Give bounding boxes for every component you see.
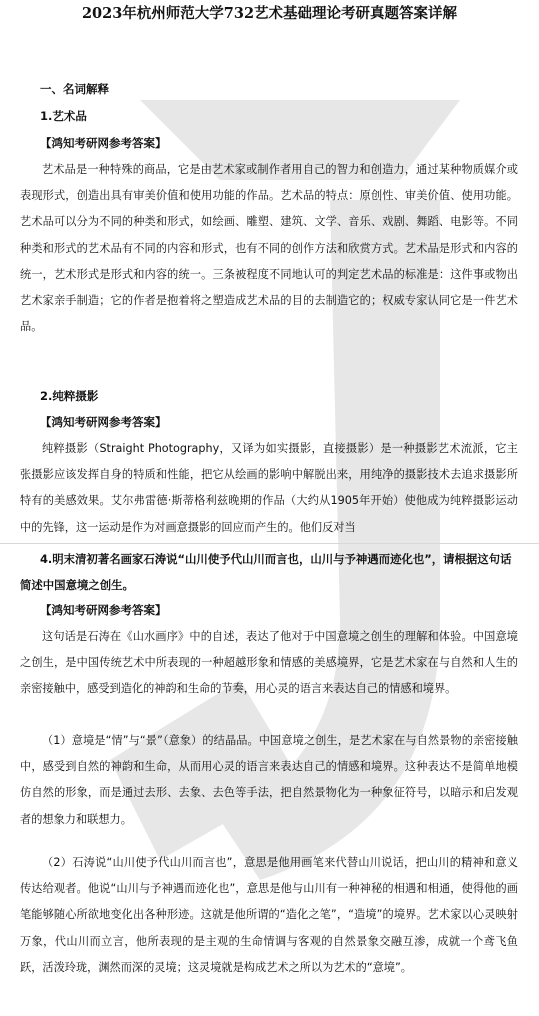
answer-paragraph-3: （2）石涛说“山川使予代山川而言也”，意思是他用画笔来代替山川说话，把山川的精神和意义传达给观者。他说“山川与予神遇而迹化也”，意思是他与山川有一种神秘的相遇和相通，使得他的画笔能够随心所欲地变化出各种形迹。这就是他所谓的“造化之笔”，“造境”的境界。艺术家以心灵映射万象，代山川而立言，他所表现的是主观的生命情调与客观的自然景象交融互渗，成就一个鸢飞鱼跃，活泼玲珑，渊然而深的灵境；这灵境就是构成艺术之所以为艺术的“意境”。 xyxy=(20,856,518,974)
page-divider xyxy=(0,543,539,544)
item-heading-straight-photography: 2.纯粹摄影 xyxy=(40,389,99,403)
document-title: 2023年杭州师范大学732艺术基础理论考研真题答案详解 xyxy=(81,5,458,22)
answer-paragraph-2: （1）意境是“情”与“景”（意象）的结晶品。中国意境之创生，是艺术家在与自然景物的亲密接触中，感受到自然的神韵和生命，从而用心灵的语言来表达自己的情感和境界。这种表达不是简单地模仿自然的形象，而是通过去形、去象、去色等手法，把自然景物化为一种象征符号，以暗示和启发观者的想象力和联想力。 xyxy=(20,734,518,826)
question-4: 4.明末清初著名画家石涛说“山川使予代山川而言也，山川与予神遇而迹化也”，请根据这句话简述中国意境之创生。 xyxy=(20,552,512,592)
section-heading: 一、名词解释 xyxy=(40,82,109,96)
item-heading-artwork: 1.艺术品 xyxy=(40,109,87,123)
paragraph-straight-photography: 纯粹摄影（Straight Photography，又译为如实摄影，直接摄影）是一种摄影艺术流派，它主张摄影应该发挥自身的特质和性能，把它从绘画的影响中解脱出来，用纯净的摄影技术去追求摄影所特有的美感效果。艾尔弗雷德·斯蒂格利兹晚期的作品（大约从1905年开始）使他成为纯粹摄影运动中的先锋，这一运动是作为对画意摄影的回应而产生的。他们反对当 xyxy=(20,442,518,534)
answer-label-2: 【鸿知考研网参考答案】 xyxy=(40,415,167,429)
answer-label-3: 【鸿知考研网参考答案】 xyxy=(40,603,167,617)
paragraph-artwork: 艺术品是一种特殊的商品，它是由艺术家或制作者用自己的智力和创造力，通过某种物质媒介或表现形式，创造出具有审美价值和使用功能的作品。艺术品的特点：原创性、审美价值、使用功能。艺术品可以分为不同的种类和形式，如绘画、雕塑、建筑、文学、音乐、戏剧、舞蹈、电影等。不同种类和形式的艺术品有不同的内容和形式，也有不同的创作方法和欣赏方式。艺术品是形式和内容的统一，艺术形式是形式和内容的统一。三条被程度不同地认可的判定艺术品的标准是：这件事或物出艺术家亲手制造；它的作者是抱着将之塑造成艺术品的目的去制造它的；权威专家认同它是一件艺术品。 xyxy=(20,163,518,334)
answer-paragraph-1: 这句话是石涛在《山水画序》中的自述，表达了他对于中国意境之创生的理解和体验。中国意境之创生，是中国传统艺术中所表现的一种超越形象和情感的美感境界，它是艺术家在与自然和人生的亲密接触中，感受到造化的神韵和生命的节奏，用心灵的语言来表达自己的情感和境界。 xyxy=(20,630,518,696)
answer-label-1: 【鸿知考研网参考答案】 xyxy=(40,136,167,150)
